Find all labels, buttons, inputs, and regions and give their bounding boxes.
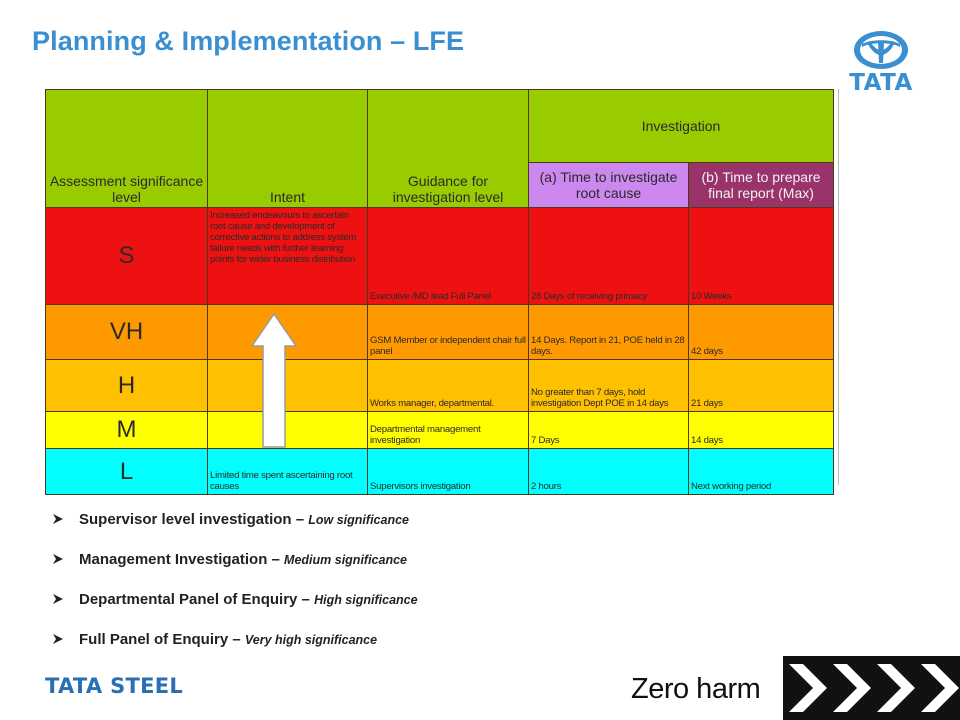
arrow-bullet-icon <box>52 633 64 645</box>
bullet-main: Supervisor level investigation – Low significance <box>79 511 409 528</box>
up-arrow-icon <box>250 312 298 450</box>
time-investigate-cell: 28 Days of receiving primacy <box>529 208 689 305</box>
level-cell: H <box>46 360 208 412</box>
header-intent: Intent <box>208 90 368 208</box>
header-investigation: Investigation <box>529 90 834 163</box>
chevrons-icon <box>783 656 960 720</box>
zero-harm-slogan: Zero harm <box>631 673 761 705</box>
table-row <box>46 449 834 495</box>
header-time-investigate: (a) Time to investigate root cause <box>529 163 689 208</box>
header-guidance: Guidance for investigation level <box>368 90 529 208</box>
arrow-bullet-icon <box>52 593 64 605</box>
significance-table <box>45 89 834 495</box>
slide-title: Planning & Implementation – LFE <box>32 26 465 56</box>
intent-cell: Limited time spent ascertaining root causes <box>208 449 368 495</box>
intent-cell: Increased endeavours to ascertain root cause and development of corrective actions to address system failure needs with further learning points for wider business distribution <box>208 208 368 305</box>
bullet-sub: High significance <box>314 593 418 607</box>
bullet-main: Management Investigation – Medium significance <box>79 551 407 568</box>
time-report-cell: 21 days <box>689 360 834 412</box>
time-report-cell: 14 days <box>689 412 834 449</box>
table-row <box>46 208 834 305</box>
guidance-cell: GSM Member or independent chair full panel <box>368 305 529 360</box>
guidance-cell: Executive /MD lead Full Panel <box>368 208 529 305</box>
table-row <box>46 412 834 449</box>
tata-logo-text: TATA <box>849 70 913 96</box>
guidance-cell: Supervisors investigation <box>368 449 529 495</box>
guidance-cell: Departmental management investigation <box>368 412 529 449</box>
time-report-cell: 10 Weeks <box>689 208 834 305</box>
table-row <box>46 305 834 360</box>
time-report-cell: 42 days <box>689 305 834 360</box>
time-report-cell: Next working period <box>689 449 834 495</box>
table-row <box>46 360 834 412</box>
time-investigate-cell: 14 Days. Report in 21, POE held in 28 days. <box>529 305 689 360</box>
tata-steel-logo: TATA STEEL <box>45 674 184 698</box>
level-cell: M <box>46 412 208 449</box>
guidance-cell: Works manager, departmental. <box>368 360 529 412</box>
tata-logo <box>843 30 919 96</box>
arrow-bullet-icon <box>52 553 64 565</box>
header-assessment-level: Assessment significance level <box>46 90 208 208</box>
level-cell: L <box>46 449 208 495</box>
time-investigate-cell: No greater than 7 days, hold investigation Dept POE in 14 days <box>529 360 689 412</box>
time-investigate-cell: 7 Days <box>529 412 689 449</box>
tata-emblem-icon <box>853 30 909 70</box>
bullet-main: Full Panel of Enquiry – Very high significance <box>79 631 378 648</box>
arrow-bullet-icon <box>52 513 64 525</box>
header-time-report: (b) Time to prepare final report (Max) <box>689 163 834 208</box>
bullet-main: Departmental Panel of Enquiry – High significance <box>79 591 418 608</box>
time-investigate-cell: 2 hours <box>529 449 689 495</box>
table-header-row <box>46 90 834 163</box>
bullet-sub: Low significance <box>308 513 409 527</box>
bullet-sub: Medium significance <box>284 553 407 567</box>
bullet-sub: Very high significance <box>244 633 378 647</box>
level-cell: VH <box>46 305 208 360</box>
level-cell: S <box>46 208 208 305</box>
table-edge-line <box>838 89 839 485</box>
